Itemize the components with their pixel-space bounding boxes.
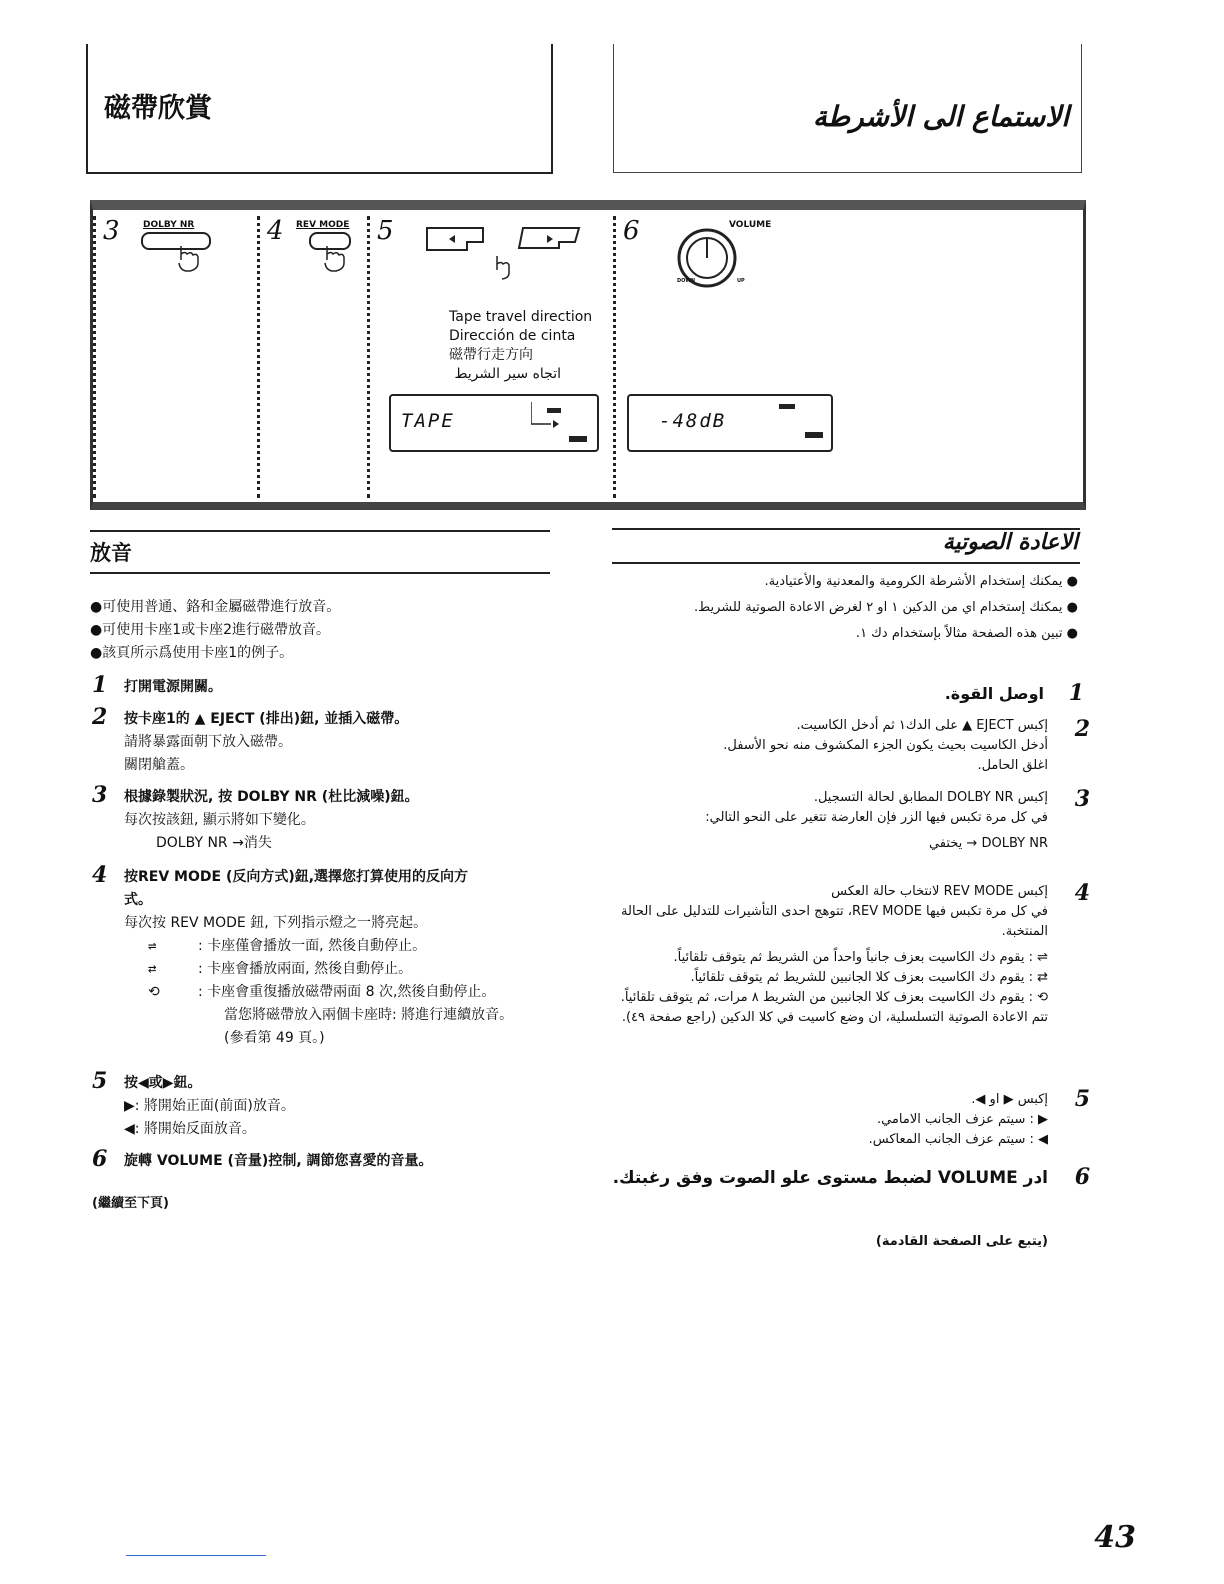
- section-heading-ar: الاعادة الصوتية: [942, 530, 1078, 555]
- step-text-ar: [608, 882, 1048, 1028]
- step-sub: 每次按該鈕, 顯示將如下變化。: [124, 812, 315, 828]
- bullets-cn: [90, 596, 340, 665]
- step-text-cn: 打開電源開關。: [124, 679, 222, 695]
- step-text-ar: [618, 788, 1048, 854]
- volume-down-label: DOWN: [677, 278, 696, 284]
- play-buttons-icon: [423, 222, 583, 282]
- step-main: إكبس EJECT ▲ على الدك١ ثم أدخل الكاسيت.: [796, 718, 1048, 733]
- one-side-icon: ⇌: [148, 938, 157, 954]
- step-sub: اغلق الحامل.: [977, 758, 1048, 773]
- step-main: 按◀或▶鈕。: [124, 1075, 202, 1091]
- step-3-label: 3: [103, 216, 120, 246]
- rule: [90, 530, 550, 532]
- mode-note: (參看第 49 頁。): [224, 1030, 325, 1046]
- mode-desc: : 卡座僅會播放一面, 然後自動停止。: [198, 938, 427, 954]
- step-text-ar: [618, 716, 1048, 776]
- step-main: إكبس ▶ او ◀.: [971, 1092, 1048, 1107]
- mode-row: [124, 981, 513, 1004]
- step-number: 2: [1074, 716, 1090, 742]
- bullet-ar: ● تبين هذه الصفحة مثالاً بإستخدام دك ١.: [855, 626, 1078, 641]
- divider: [257, 216, 260, 498]
- step-6-label: 6: [623, 216, 640, 246]
- footer-line: [126, 1555, 266, 1556]
- step-sub: ◀: 將開始反面放音。: [124, 1121, 256, 1137]
- mode-row: [124, 935, 513, 958]
- direction-es: Dirección de cinta: [449, 328, 576, 344]
- divider: [367, 216, 370, 498]
- step-sub: 每次按 REV MODE 鈕, 下列指示燈之一將亮起。: [124, 915, 428, 931]
- volume-display-text: -48dB: [659, 410, 727, 432]
- finger-press-icon: [319, 244, 349, 274]
- step-number: 2: [92, 704, 108, 730]
- step-number: 1: [1068, 680, 1084, 706]
- mode-row: ⇌ : يقوم دك الكاسيت بعزف جانباً واحداً من الشريط ثم يتوقف تلقائياً.: [673, 950, 1048, 965]
- mode-note: 當您將磁帶放入兩個卡座時: 將進行連續放音。: [224, 1007, 514, 1023]
- rule: [612, 562, 1080, 564]
- mode-row: ⟲ : يقوم دك الكاسيت بعزف كلا الجانبين من الشريط ٨ مرات، ثم يتوقف تلقائياً.: [620, 990, 1048, 1005]
- volume-up-label: UP: [737, 278, 745, 284]
- mode-desc: : 卡座會播放兩面, 然後自動停止。: [198, 961, 413, 977]
- step-text-cn: [124, 1072, 295, 1141]
- step-4-label: 4: [267, 216, 284, 246]
- step-sub: ▶ : سيتم عزف الجانب الامامي.: [876, 1112, 1048, 1127]
- divider: [613, 216, 616, 498]
- tape-direction-caption: [449, 308, 592, 384]
- step-text-ar: [628, 1090, 1048, 1150]
- step-main: إكبس DOLBY NR المطابق لحالة التسجيل.: [813, 790, 1048, 805]
- mode-note: تتم الاعادة الصوتية التسلسلية، ان وضع كاسيت في كلا الدكين (راجع صفحة ٤٩).: [621, 1010, 1048, 1025]
- step-main: 根據錄製狀況, 按 DOLBY NR (杜比減噪)鈕。: [124, 789, 419, 805]
- step-text-cn: 旋轉 VOLUME (音量)控制, 調節您喜愛的音量。: [124, 1153, 433, 1169]
- step-sub: 請將暴露面朝下放入磁帶。: [124, 734, 292, 750]
- step-sub: ◀ : سيتم عزف الجانب المعاكس.: [868, 1132, 1048, 1147]
- step-number: 6: [92, 1146, 108, 1172]
- display-indicators-icon: [769, 402, 829, 446]
- dolby-cycle: DOLBY NR → يختفي: [928, 836, 1048, 851]
- step-sub: في كل مرة تكبس فيها REV MODE، تتوهج احدى التأشيرات للتدليل على الحالة المنتخبة.: [621, 904, 1048, 939]
- step-number: 5: [92, 1068, 108, 1094]
- step-sub: في كل مرة تكبس فيها الزر فإن العارضة تتغير على النحو التالي:: [705, 810, 1048, 825]
- volume-display: [627, 394, 833, 452]
- bullet-cn: ●可使用卡座1或卡座2進行磁帶放音。: [90, 622, 331, 638]
- dolby-cycle: DOLBY NR →消失: [156, 835, 272, 851]
- step-number: 4: [1074, 880, 1090, 906]
- continued-cn: (繼續至下頁): [92, 1196, 169, 1211]
- direction-en: Tape travel direction: [449, 309, 593, 325]
- mode-desc: : 卡座會重復播放磁帶兩面 8 次,然後自動停止。: [198, 984, 496, 1000]
- step-number: 1: [92, 672, 108, 698]
- mode-row: ⇄ : يقوم دك الكاسيت بعزف كلا الجانبين للشريط ثم يتوقف تلقائياً.: [690, 970, 1048, 985]
- repeat-icon: ⟲: [148, 984, 160, 1000]
- rev-mode-label: REV MODE: [296, 220, 350, 230]
- step-number: 4: [92, 862, 108, 888]
- tape-display-text: TAPE: [401, 410, 455, 432]
- both-sides-icon: ⇄: [148, 961, 157, 977]
- step-sub: ▶: 將開始正面(前面)放音。: [124, 1098, 295, 1114]
- tape-display: [389, 394, 599, 452]
- page-number: 43: [1094, 1520, 1136, 1555]
- step-sub: 關閉艙蓋。: [124, 757, 194, 773]
- step-text-cn: [124, 708, 408, 777]
- step-main: 按卡座1的 ▲ EJECT (排出)鈕, 並插入磁帶。: [124, 711, 409, 727]
- divider: [93, 216, 96, 498]
- direction-cn: 磁帶行走方向: [449, 347, 533, 363]
- mode-row: [124, 958, 513, 981]
- page-title-cn: 磁帶欣賞: [104, 93, 212, 124]
- dolby-nr-label: DOLBY NR: [143, 220, 195, 230]
- step-number: 5: [1074, 1086, 1090, 1112]
- bullet-cn: ●可使用普通、鉻和金屬磁帶進行放音。: [90, 599, 341, 615]
- step-number: 3: [92, 782, 108, 808]
- illustration-panel: [90, 200, 1086, 510]
- step-text-ar: اوصل القوة.: [944, 684, 1044, 703]
- step-main: 式。: [124, 892, 152, 908]
- direction-ar: اتجاه سير الشريط: [454, 366, 561, 382]
- rule: [90, 572, 550, 574]
- continued-ar: (يتبع على الصفحة القادمة): [875, 1234, 1048, 1249]
- direction-arrow-icon: [531, 402, 593, 446]
- page-title-ar: الاستماع الى الأشرطة: [812, 100, 1069, 133]
- step-number: 6: [1074, 1164, 1090, 1190]
- title-box-ar: [613, 44, 1082, 173]
- step-sub: أدخل الكاسيت بحيث يكون الجزء المكشوف منه نحو الأسفل.: [723, 738, 1048, 753]
- step-text-ar: ادر VOLUME لضبط مستوى علو الصوت وفق رغبتك.: [612, 1168, 1048, 1188]
- step-main: إكبس REV MODE لانتخاب حالة العكس: [831, 884, 1048, 899]
- bullet-ar: ● يمكنك إستخدام الأشرطة الكرومية والمعدنية والأعتيادية.: [764, 574, 1078, 589]
- bullets-ar: [638, 572, 1078, 644]
- step-number: 3: [1074, 786, 1090, 812]
- step-main: 按REV MODE (反向方式)鈕,選擇您打算使用的反向方: [124, 869, 469, 885]
- section-heading-cn: 放音: [90, 540, 132, 565]
- finger-press-icon: [173, 244, 203, 274]
- step-text-cn: [124, 786, 419, 855]
- step-text-cn: [124, 866, 513, 1050]
- bullet-cn: ●該頁所示爲使用卡座1的例子。: [90, 645, 294, 661]
- volume-label: VOLUME: [729, 220, 772, 230]
- title-box-cn: [86, 44, 553, 174]
- step-5-label: 5: [377, 216, 394, 246]
- bullet-ar: ● يمكنك إستخدام اي من الدكين ١ او ٢ لغرض الاعادة الصوتية للشريط.: [693, 600, 1078, 615]
